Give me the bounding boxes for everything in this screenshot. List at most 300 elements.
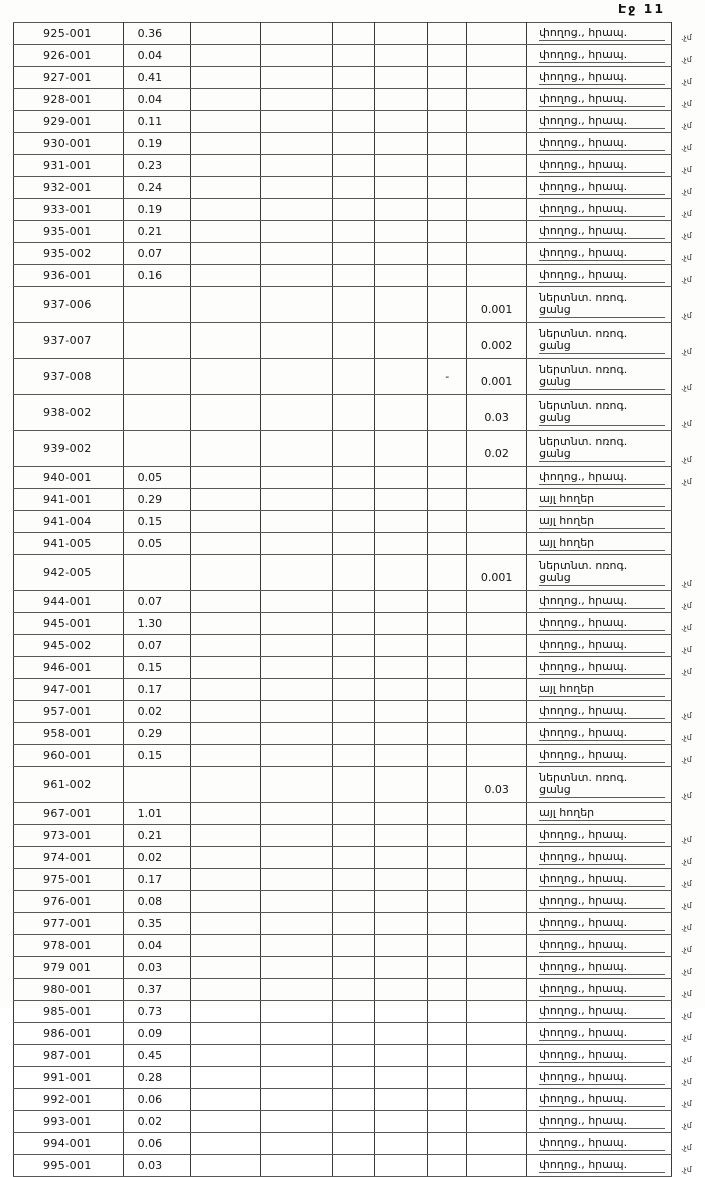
parcel-id-cell: 946-001 [14,657,124,679]
land-use-cell: փողոց., հրապ. [527,133,672,155]
empty-cell [332,199,375,221]
land-use-cell: փողոց., հրապ. [527,221,672,243]
net-area-cell: 0.03 [467,395,527,431]
parcel-id-cell: 947-001 [14,679,124,701]
margin-note: .չմ [680,732,692,742]
empty-cell [375,533,428,555]
empty-cell [260,957,332,979]
table-row [14,431,705,467]
empty-cell [332,111,375,133]
dash-cell [428,613,467,635]
empty-cell [260,869,332,891]
dash-cell [428,591,467,613]
land-use-cell: ներտնտ. ոռոգ. ցանց [527,287,672,323]
empty-cell [332,1001,375,1023]
land-use-cell: փողոց., հրապ. [527,979,672,1001]
area-value-cell: 0.19 [123,199,190,221]
dash-cell [428,155,467,177]
dash-cell [428,555,467,591]
empty-cell [375,199,428,221]
area-value-cell: 0.29 [123,489,190,511]
empty-cell [375,957,428,979]
net-area-cell [467,511,527,533]
net-area-cell [467,591,527,613]
table-row [14,767,705,803]
margin-note: .չմ [680,1142,692,1152]
empty-cell [190,723,260,745]
empty-cell [332,723,375,745]
area-value-cell [123,555,190,591]
net-area-cell [467,1001,527,1023]
parcel-id-cell: 960-001 [14,745,124,767]
empty-cell [332,1045,375,1067]
area-value-cell: 0.02 [123,847,190,869]
empty-cell [332,511,375,533]
empty-cell [332,869,375,891]
net-area-cell [467,847,527,869]
empty-cell [190,591,260,613]
land-use-cell: այլ հողեր [527,803,672,825]
margin-note: .չմ [680,1010,692,1020]
parcel-id-cell: 931-001 [14,155,124,177]
area-value-cell: 0.17 [123,679,190,701]
margin-note: .չմ [680,622,692,632]
empty-cell [332,1111,375,1133]
empty-cell [260,1045,332,1067]
empty-cell [260,489,332,511]
net-area-cell [467,723,527,745]
dash-cell [428,89,467,111]
empty-cell [260,613,332,635]
parcel-id-cell: 991-001 [14,1067,124,1089]
area-value-cell: 0.15 [123,657,190,679]
area-value-cell: 0.15 [123,511,190,533]
parcel-id-cell: 978-001 [14,935,124,957]
land-use-cell: փողոց., հրապ. [527,1155,672,1177]
table-row [14,67,705,89]
area-value-cell [123,431,190,467]
empty-cell [332,287,375,323]
empty-cell [190,1023,260,1045]
margin-note: .չմ [680,900,692,910]
empty-cell [190,1001,260,1023]
land-use-cell: փողոց., հրապ. [527,199,672,221]
land-use-cell: փողոց., հրապ. [527,935,672,957]
empty-cell [190,221,260,243]
land-use-cell: փողոց., հրապ. [527,67,672,89]
empty-cell [260,431,332,467]
empty-cell [375,221,428,243]
net-area-cell [467,803,527,825]
table-row [14,635,705,657]
area-value-cell: 0.04 [123,45,190,67]
net-area-cell [467,1155,527,1177]
land-use-cell: փողոց., հրապ. [527,635,672,657]
parcel-id-cell: 935-001 [14,221,124,243]
empty-cell [190,555,260,591]
empty-cell [375,467,428,489]
net-area-cell [467,657,527,679]
dash-cell [428,803,467,825]
empty-cell [332,1133,375,1155]
parcel-id-cell: 967-001 [14,803,124,825]
table-row [14,935,705,957]
table-row [14,45,705,67]
land-use-cell: փողոց., հրապ. [527,45,672,67]
empty-cell [375,243,428,265]
area-value-cell: 0.06 [123,1133,190,1155]
empty-cell [190,957,260,979]
net-area-cell [467,891,527,913]
dash-cell [428,891,467,913]
empty-cell [190,803,260,825]
dash-cell [428,679,467,701]
empty-cell [190,701,260,723]
dash-cell [428,67,467,89]
empty-cell [332,657,375,679]
table-row [14,825,705,847]
net-area-cell [467,489,527,511]
land-use-cell: փողոց., հրապ. [527,745,672,767]
empty-cell [375,555,428,591]
empty-cell [190,1133,260,1155]
empty-cell [332,533,375,555]
land-use-cell: այլ հողեր [527,533,672,555]
table-row [14,23,705,45]
table-row [14,221,705,243]
empty-cell [260,45,332,67]
empty-cell [260,287,332,323]
empty-cell [332,613,375,635]
area-value-cell: 0.08 [123,891,190,913]
land-use-cell: այլ հողեր [527,679,672,701]
empty-cell [260,359,332,395]
area-value-cell: 0.07 [123,635,190,657]
margin-note: .չմ [680,382,692,392]
empty-cell [260,825,332,847]
margin-note: .չմ [680,208,692,218]
table-row [14,701,705,723]
land-use-cell: ներտնտ. ոռոգ. ցանց [527,431,672,467]
empty-cell [190,489,260,511]
land-use-cell: փողոց., հրապ. [527,1045,672,1067]
land-use-cell: ներտնտ. ոռոգ. ցանց [527,323,672,359]
margin-note: .չմ [680,120,692,130]
area-value-cell: 0.28 [123,1067,190,1089]
dash-cell [428,767,467,803]
parcel-id-cell: 961-002 [14,767,124,803]
net-area-cell [467,177,527,199]
empty-cell [260,243,332,265]
net-area-cell [467,111,527,133]
parcel-id-cell: 987-001 [14,1045,124,1067]
margin-note: .չմ [680,944,692,954]
area-value-cell: 0.15 [123,745,190,767]
land-use-cell: փողոց., հրապ. [527,1067,672,1089]
empty-cell [375,287,428,323]
empty-cell [332,679,375,701]
net-area-cell: 0.001 [467,287,527,323]
margin-note: .չմ [680,1054,692,1064]
dash-cell [428,657,467,679]
margin-note: .չմ [680,644,692,654]
net-area-cell [467,957,527,979]
parcel-id-cell: 942-005 [14,555,124,591]
empty-cell [332,23,375,45]
margin-note [671,803,704,825]
land-use-cell: փողոց., հրապ. [527,265,672,287]
area-value-cell: 0.06 [123,1089,190,1111]
table-row [14,133,705,155]
area-value-cell: 0.05 [123,467,190,489]
parcel-id-cell: 973-001 [14,825,124,847]
empty-cell [190,467,260,489]
area-value-cell: 0.41 [123,67,190,89]
net-area-cell [467,1111,527,1133]
area-value-cell: 1.01 [123,803,190,825]
dash-cell [428,431,467,467]
table-row [14,467,705,489]
land-use-cell: փողոց., հրապ. [527,613,672,635]
empty-cell [375,265,428,287]
empty-cell [332,221,375,243]
empty-cell [375,155,428,177]
empty-cell [190,913,260,935]
net-area-cell [467,199,527,221]
dash-cell [428,265,467,287]
empty-cell [332,1155,375,1177]
table-row [14,1045,705,1067]
empty-cell [332,431,375,467]
margin-note: .չմ [680,666,692,676]
net-area-cell [467,265,527,287]
empty-cell [375,1111,428,1133]
parcel-id-cell: 932-001 [14,177,124,199]
empty-cell [190,199,260,221]
empty-cell [260,847,332,869]
table-row [14,243,705,265]
net-area-cell [467,679,527,701]
land-use-cell: փողոց., հրապ. [527,957,672,979]
empty-cell [375,89,428,111]
net-area-cell [467,913,527,935]
parcel-id-cell: 940-001 [14,467,124,489]
dash-cell [428,111,467,133]
empty-cell [260,1001,332,1023]
empty-cell [375,613,428,635]
margin-note: .չմ [680,856,692,866]
net-area-cell: 0.03 [467,767,527,803]
empty-cell [332,265,375,287]
dash-cell [428,1133,467,1155]
empty-cell [260,1067,332,1089]
table-row [14,89,705,111]
empty-cell [190,265,260,287]
area-value-cell: 0.35 [123,913,190,935]
empty-cell [375,679,428,701]
empty-cell [260,1023,332,1045]
empty-cell [190,613,260,635]
margin-note: .չմ [680,230,692,240]
empty-cell [332,177,375,199]
table-row [14,679,705,701]
empty-cell [190,511,260,533]
dash-cell [428,913,467,935]
net-area-cell [467,1089,527,1111]
empty-cell [190,395,260,431]
land-use-cell: փողոց., հրապ. [527,869,672,891]
empty-cell [332,555,375,591]
empty-cell [260,591,332,613]
empty-cell [190,1067,260,1089]
land-use-cell: փողոց., հրապ. [527,723,672,745]
area-value-cell: 0.04 [123,935,190,957]
parcel-id-cell: 993-001 [14,1111,124,1133]
empty-cell [260,1155,332,1177]
empty-cell [260,657,332,679]
margin-note: .չմ [680,1164,692,1174]
dash-cell [428,723,467,745]
parcel-id-cell: 944-001 [14,591,124,613]
margin-note: .չմ [680,142,692,152]
area-value-cell: 0.11 [123,111,190,133]
empty-cell [375,23,428,45]
land-use-cell: փողոց., հրապ. [527,825,672,847]
empty-cell [332,89,375,111]
margin-note: .չմ [680,1032,692,1042]
table-row [14,177,705,199]
margin-note: .չմ [680,754,692,764]
net-area-cell [467,1023,527,1045]
dash-cell [428,979,467,1001]
empty-cell [332,395,375,431]
land-use-cell: փողոց., հրապ. [527,1133,672,1155]
net-area-cell [467,243,527,265]
empty-cell [260,133,332,155]
empty-cell [190,111,260,133]
area-value-cell [123,767,190,803]
land-use-cell: փողոց., հրապ. [527,111,672,133]
empty-cell [332,767,375,803]
parcel-id-cell: 941-005 [14,533,124,555]
net-area-cell [467,23,527,45]
dash-cell [428,825,467,847]
dash-cell [428,1001,467,1023]
dash-cell [428,533,467,555]
empty-cell [332,635,375,657]
empty-cell [375,431,428,467]
empty-cell [190,155,260,177]
area-value-cell: 0.05 [123,533,190,555]
margin-note: .չմ [680,98,692,108]
empty-cell [190,847,260,869]
parcel-id-cell: 945-002 [14,635,124,657]
net-area-cell [467,869,527,891]
land-use-cell: փողոց., հրապ. [527,155,672,177]
dash-cell [428,1023,467,1045]
parcel-id-cell: 992-001 [14,1089,124,1111]
empty-cell [190,177,260,199]
parcel-id-cell: 937-008 [14,359,124,395]
margin-note: .չմ [680,600,692,610]
margin-note: .չմ [680,878,692,888]
empty-cell [375,323,428,359]
dash-cell [428,199,467,221]
empty-cell [375,359,428,395]
empty-cell [260,111,332,133]
area-value-cell: 0.03 [123,957,190,979]
net-area-cell [467,155,527,177]
empty-cell [332,957,375,979]
area-value-cell: 0.21 [123,221,190,243]
empty-cell [260,745,332,767]
parcel-id-cell: 936-001 [14,265,124,287]
empty-cell [260,1133,332,1155]
empty-cell [375,935,428,957]
parcel-id-cell: 935-002 [14,243,124,265]
area-value-cell: 0.21 [123,825,190,847]
parcel-id-cell: 927-001 [14,67,124,89]
net-area-cell [467,1045,527,1067]
empty-cell [375,177,428,199]
empty-cell [332,133,375,155]
empty-cell [375,591,428,613]
parcel-id-cell: 928-001 [14,89,124,111]
empty-cell [260,511,332,533]
area-value-cell: 1.30 [123,613,190,635]
land-use-cell: ներտնտ. ոռոգ. ցանց [527,767,672,803]
table-row [14,591,705,613]
dash-cell [428,177,467,199]
empty-cell [375,891,428,913]
empty-cell [375,111,428,133]
net-area-cell: 0.002 [467,323,527,359]
empty-cell [375,1045,428,1067]
empty-cell [190,679,260,701]
parcel-id-cell: 977-001 [14,913,124,935]
table-row [14,1133,705,1155]
parcel-id-cell: 976-001 [14,891,124,913]
table-row [14,891,705,913]
net-area-cell [467,745,527,767]
dash-cell [428,1089,467,1111]
empty-cell [190,657,260,679]
land-use-cell: այլ հողեր [527,489,672,511]
parcel-id-cell: 937-006 [14,287,124,323]
land-use-cell: ներտնտ. ոռոգ. ցանց [527,359,672,395]
margin-note: .չմ [680,54,692,64]
net-area-cell [467,1133,527,1155]
table-row [14,1067,705,1089]
net-area-cell [467,613,527,635]
empty-cell [332,467,375,489]
empty-cell [375,67,428,89]
parcel-id-cell: 985-001 [14,1001,124,1023]
empty-cell [332,847,375,869]
land-use-cell: փողոց., հրապ. [527,89,672,111]
empty-cell [260,23,332,45]
table-row [14,1023,705,1045]
empty-cell [375,979,428,1001]
table-row [14,1155,705,1177]
empty-cell [190,133,260,155]
net-area-cell [467,467,527,489]
empty-cell [260,803,332,825]
area-value-cell: 0.17 [123,869,190,891]
margin-note: .չմ [680,310,692,320]
empty-cell [332,359,375,395]
parcel-id-cell: 938-002 [14,395,124,431]
